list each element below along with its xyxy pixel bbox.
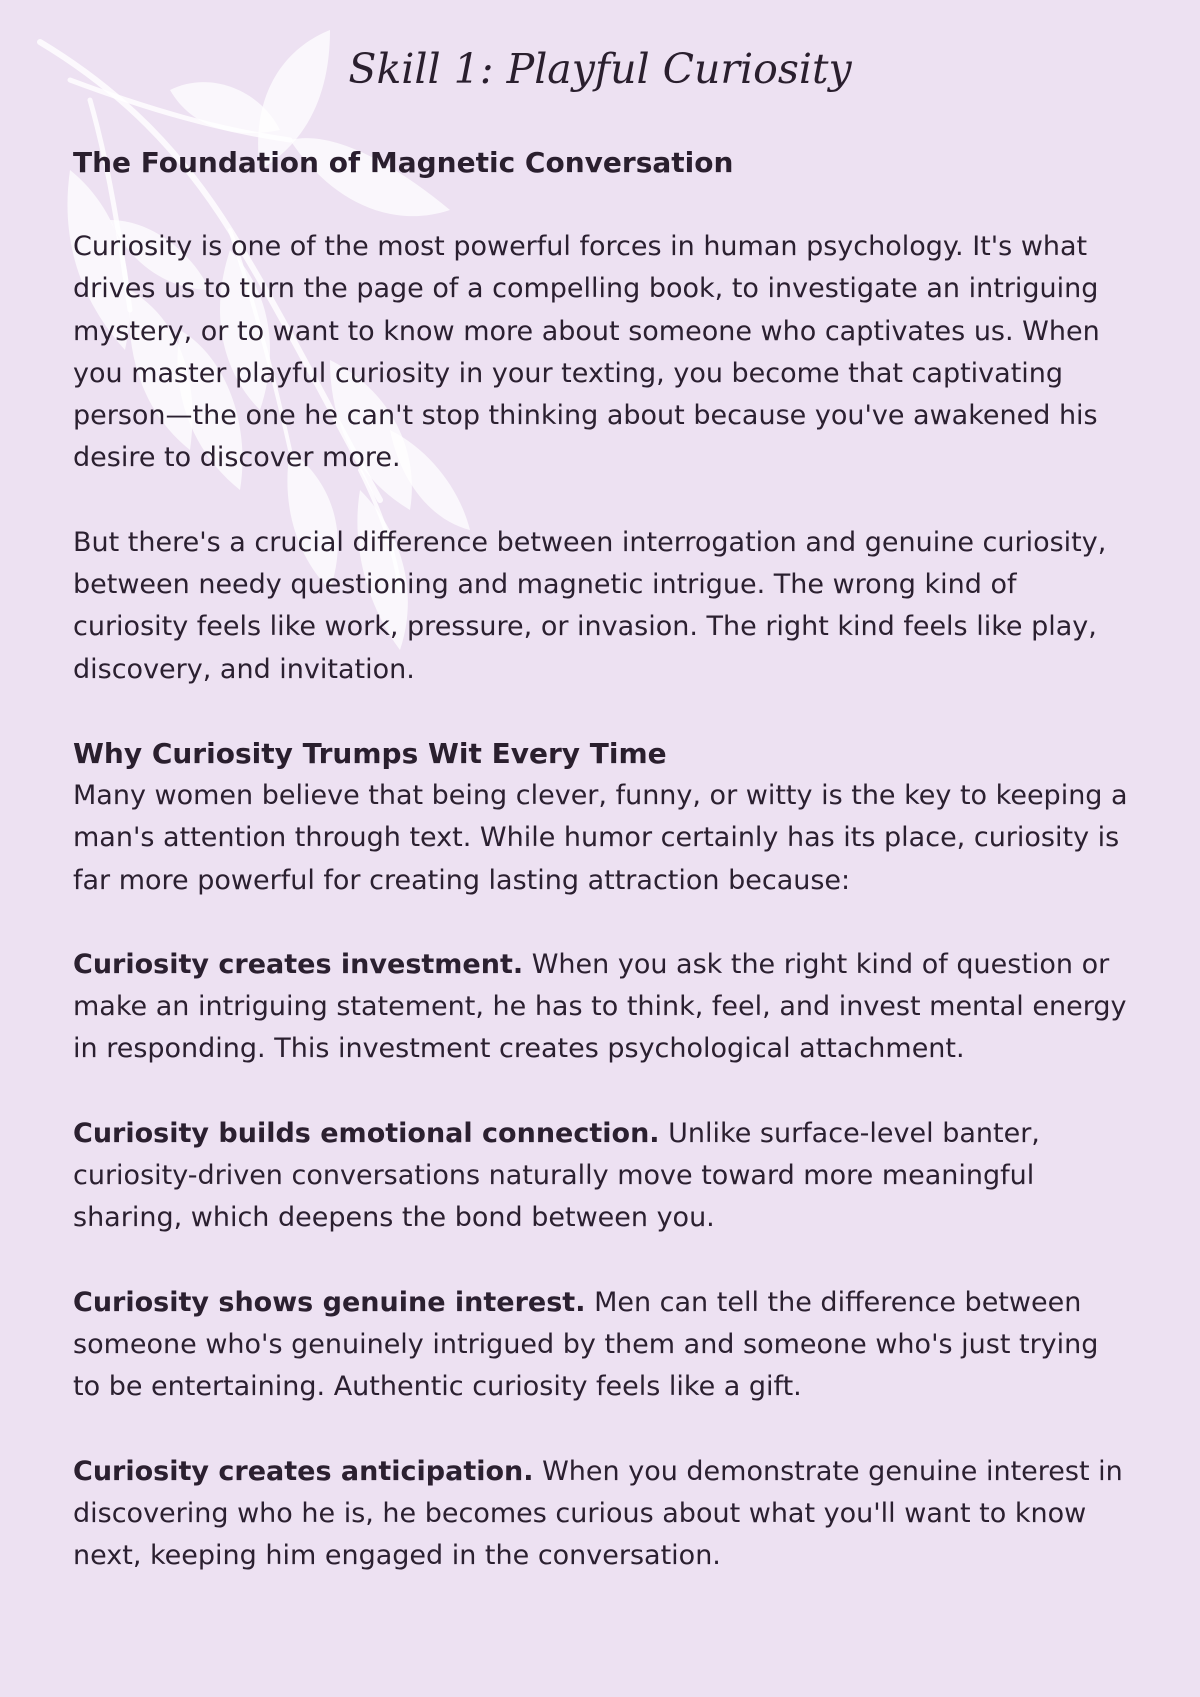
section-intro-paragraph: Many women believe that being clever, funny, or witty is the key to keeping a man's attention through text. While humor certainly has its place, curiosity is far more powerful for creating lasting attraction because:	[73, 779, 1128, 896]
point-text-2: Unlike surface-level banter, curiosity-driven conversations naturally move toward more meaningful sharing, which deepens the bond between you.	[73, 1117, 1040, 1234]
content-body	[73, 142, 1133, 1577]
point-lead-4: Curiosity creates anticipation.	[73, 1455, 534, 1487]
point-paragraph-3	[73, 1282, 1133, 1409]
intro-paragraph-1: Curiosity is one of the most powerful forces in human psychology. It's what drives us to turn the page of a compelling book, to investigate an intriguing mystery, or to want to know more about someone who captivates us. When you master playful curiosity in your texting, you become that captivating person—the one he can't stop thinking about because you've awakened his desire to discover more.	[73, 231, 1100, 474]
point-paragraph-2	[73, 1113, 1133, 1240]
point-paragraph-4	[73, 1451, 1133, 1578]
point-lead-3: Curiosity shows genuine interest.	[73, 1286, 586, 1318]
point-text-1: When you ask the right kind of question or make an intriguing statement, he has to think, feel, and invest mental energy in responding. This investment creates psychological attachment.	[73, 948, 1127, 1065]
section-subtitle: The Foundation of Magnetic Conversation	[73, 146, 734, 179]
page-title: Skill 1: Playful Curiosity	[348, 45, 852, 93]
point-text-4: When you demonstrate genuine interest in discovering who he is, he becomes curious about what you'll want to know next, keeping him engaged in the conversation.	[73, 1455, 1123, 1572]
point-lead-2: Curiosity builds emotional connection.	[73, 1117, 660, 1149]
intro-paragraph-2: But there's a crucial difference between interrogation and genuine curiosity, between needy questioning and magnetic intrigue. The wrong kind of curiosity feels like work, pressure, or invasion. The right kind feels like play, discovery, and invitation.	[73, 526, 1107, 685]
point-lead-1: Curiosity creates investment.	[73, 948, 524, 980]
section-heading: Why Curiosity Trumps Wit Every Time	[73, 736, 667, 770]
point-text-3: Men can tell the difference between someone who's genuinely intrigued by them and someone who's just trying to be entertaining. Authentic curiosity feels like a gift.	[73, 1286, 1099, 1403]
point-paragraph-1	[73, 944, 1133, 1071]
